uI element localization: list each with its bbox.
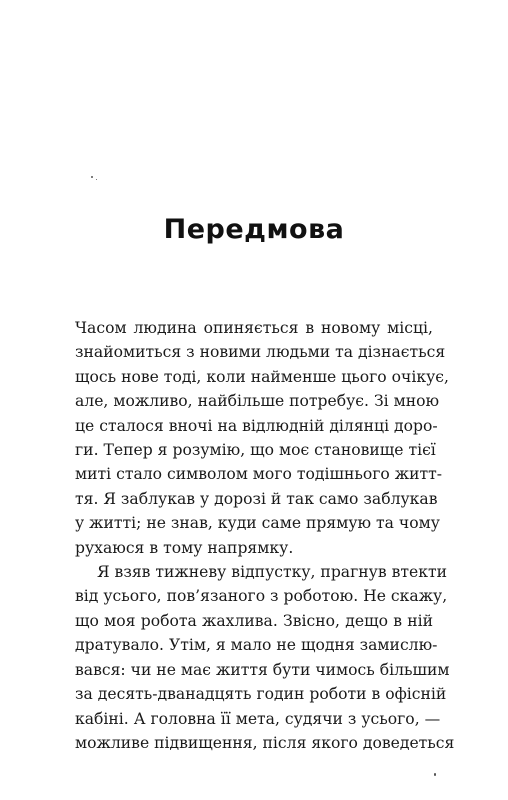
print-speck: [434, 773, 436, 776]
text-line: тя. Я заблукав у дорозі й так само заблукав: [75, 489, 438, 508]
text-line: від усього, пов’язаного з роботою. Не скажу,: [75, 587, 448, 606]
text-line: миті стало символом мого тодішнього житт-: [75, 465, 442, 484]
text-line: але, можливо, найбільше потребує. Зі мною: [75, 392, 440, 411]
text-line: щось нове тоді, коли найменше цього очікує,: [75, 367, 449, 386]
text-line: дратувало. Утім, я мало не щодня замислю-: [75, 636, 438, 655]
text-line: кабіні. А головна її мета, судячи з усього, —: [75, 709, 441, 728]
text-line: що моя робота жахлива. Звісно, дещо в ній: [75, 611, 433, 630]
text-line: знайомиться з новими людьми та дізнається: [75, 343, 446, 362]
chapter-title: Передмова: [163, 214, 345, 245]
print-speck: [96, 179, 97, 180]
body-text: [75, 316, 455, 755]
text-line: рухаюся в тому напрямку.: [75, 538, 294, 557]
text-line: Я взяв тижневу відпустку, прагнув втекти: [97, 563, 447, 582]
text-line: вався: чи не має життя бути чимось більшим: [75, 660, 450, 679]
text-line: ги. Тепер я розумію, що моє становище тієї: [75, 441, 436, 460]
text-line: можливе підвищення, після якого доведеться: [75, 733, 455, 752]
paragraph-2: [75, 560, 455, 755]
print-speck: [91, 176, 93, 178]
text-line: це сталося вночі на відлюдній ділянці доро-: [75, 416, 438, 435]
paragraph-1: [75, 316, 449, 560]
text-line: у житті; не знав, куди саме прямую та чому: [75, 514, 440, 533]
text-line: Часом людина опиняється в новому місці,: [75, 319, 433, 337]
text-line: за десять-дванадцять годин роботи в офісній: [75, 685, 447, 704]
